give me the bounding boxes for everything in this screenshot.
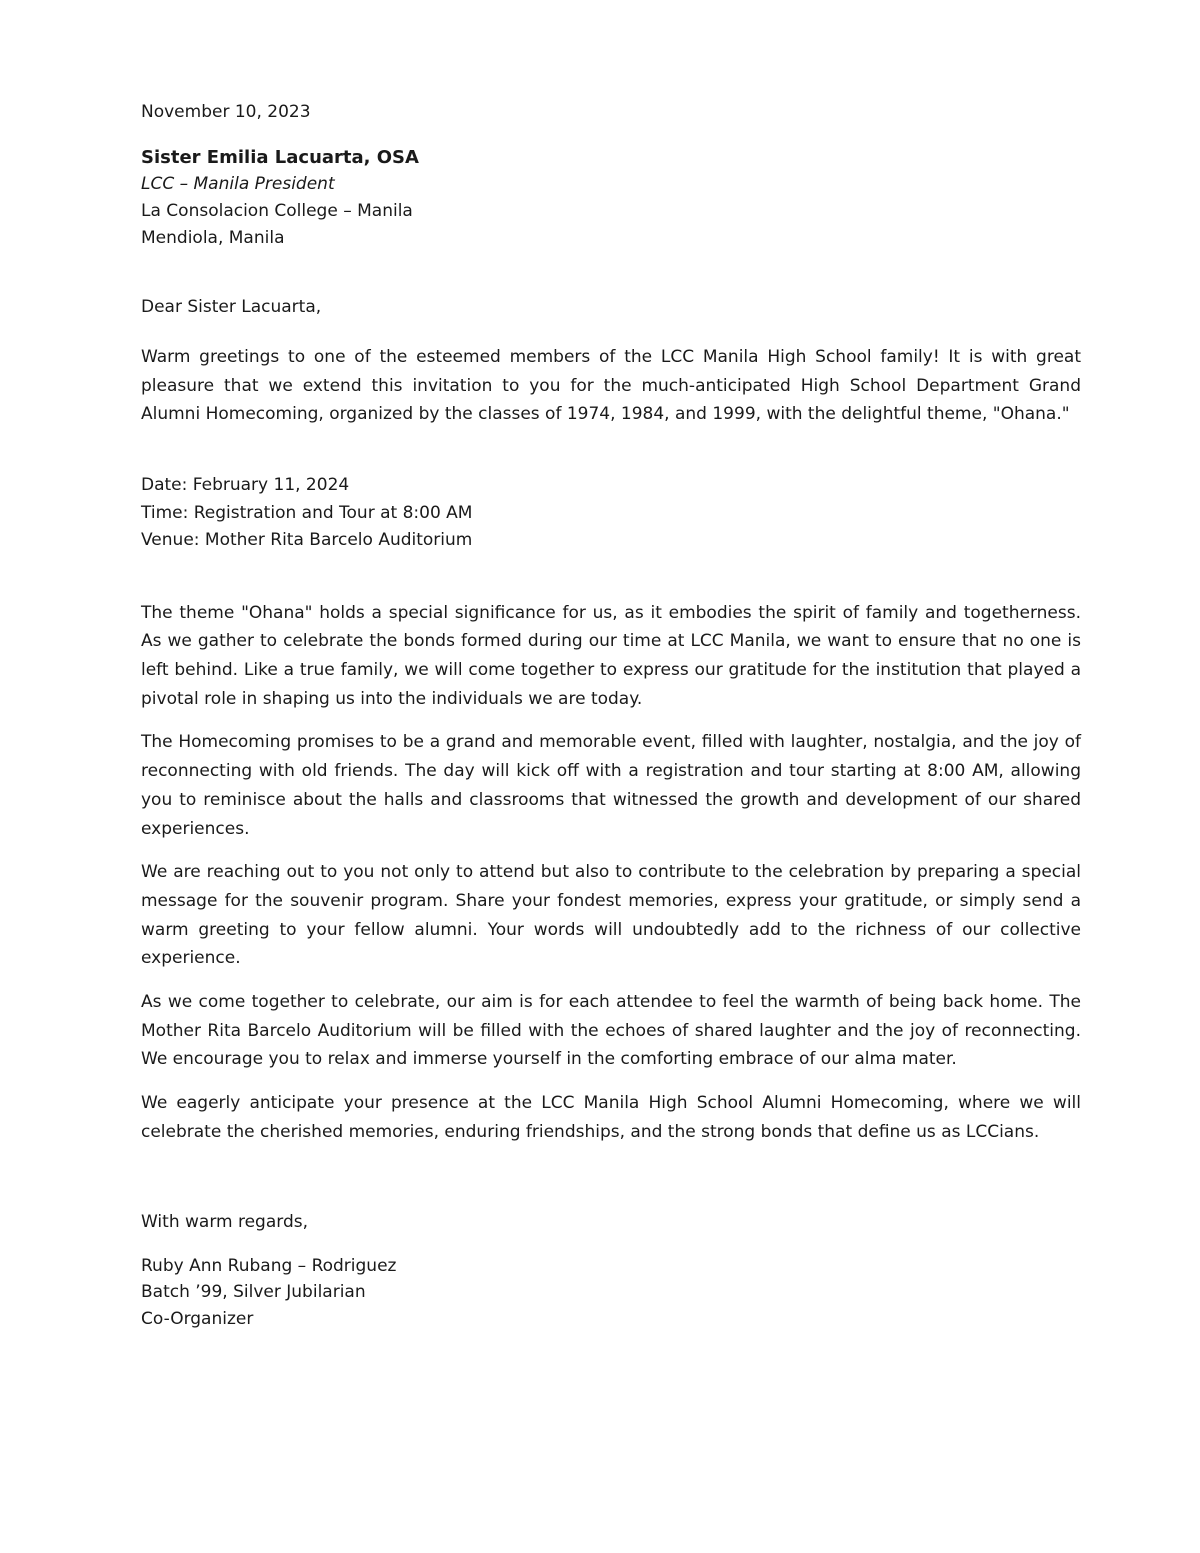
salutation: Dear Sister Lacuarta, (141, 297, 322, 317)
homecoming-paragraph: The Homecoming promises to be a grand and memorable event, filled with laughter, nostalgia, and the joy of reconnecting with old friends. The day will kick off with a registration and tour starting at 8:00 AM, allowing you to reminisce about the halls and classrooms that witnessed the growth and development of our shared experiences. (141, 732, 1081, 839)
recipient-address: Mendiola, Manila (141, 228, 285, 248)
event-details (141, 472, 1081, 555)
event-time: Time: Registration and Tour at 8:00 AM (141, 502, 473, 523)
theme-paragraph: The theme "Ohana" holds a special significance for us, as it embodies the spirit of family and togetherness. As we gather to celebrate the bonds formed during our time at LCC Manila, we want to ensure that no one is left behind. Like a true family, we will come together to express our gratitude for the institution that played a pivotal role in shaping us into the individuals we are today. (141, 602, 1081, 709)
contribution-paragraph: We are reaching out to you not only to attend but also to contribute to the celebration by preparing a special message for the souvenir program. Share your fondest memories, express your gratitude, or simply send a warm greeting to your fellow alumni. Your words will undoubtedly add to the richness of our collective experience. (141, 862, 1081, 969)
event-venue: Venue: Mother Rita Barcelo Auditorium (141, 530, 473, 551)
anticipation-paragraph: We eagerly anticipate your presence at the LCC Manila High School Alumni Homecoming, where we will celebrate the cherished memories, enduring friendships, and the strong bonds that define us as LCCians. (141, 1093, 1081, 1142)
closing: With warm regards, (141, 1211, 309, 1232)
recipient-name: Sister Emilia Lacuarta, OSA (141, 147, 419, 168)
signature-role: Co-Organizer (141, 1308, 254, 1329)
recipient-institution: La Consolacion College – Manila (141, 201, 413, 221)
letter-date: November 10, 2023 (141, 102, 311, 122)
signature-batch: Batch ’99, Silver Jubilarian (141, 1282, 366, 1303)
signature-block (141, 1253, 1081, 1333)
celebration-paragraph: As we come together to celebrate, our aim is for each attendee to feel the warmth of being back home. The Mother Rita Barcelo Auditorium will be filled with the echoes of shared laughter and the joy of reconnecting. We encourage you to relax and immerse yourself in the comforting embrace of our alma mater. (141, 992, 1081, 1070)
recipient-title: LCC – Manila President (141, 174, 335, 194)
recipient-block (141, 144, 1081, 252)
intro-paragraph: Warm greetings to one of the esteemed members of the LCC Manila High School family! It is with great pleasure that we extend this invitation to you for the much-anticipated High School Department Grand Alumni Homecoming, organized by the classes of 1974, 1984, and 1999, with the delightful theme, "Ohana." (141, 347, 1081, 425)
letter-body (141, 99, 1081, 1332)
signature-name: Ruby Ann Rubang – Rodriguez (141, 1255, 397, 1276)
event-date: Date: February 11, 2024 (141, 475, 350, 496)
